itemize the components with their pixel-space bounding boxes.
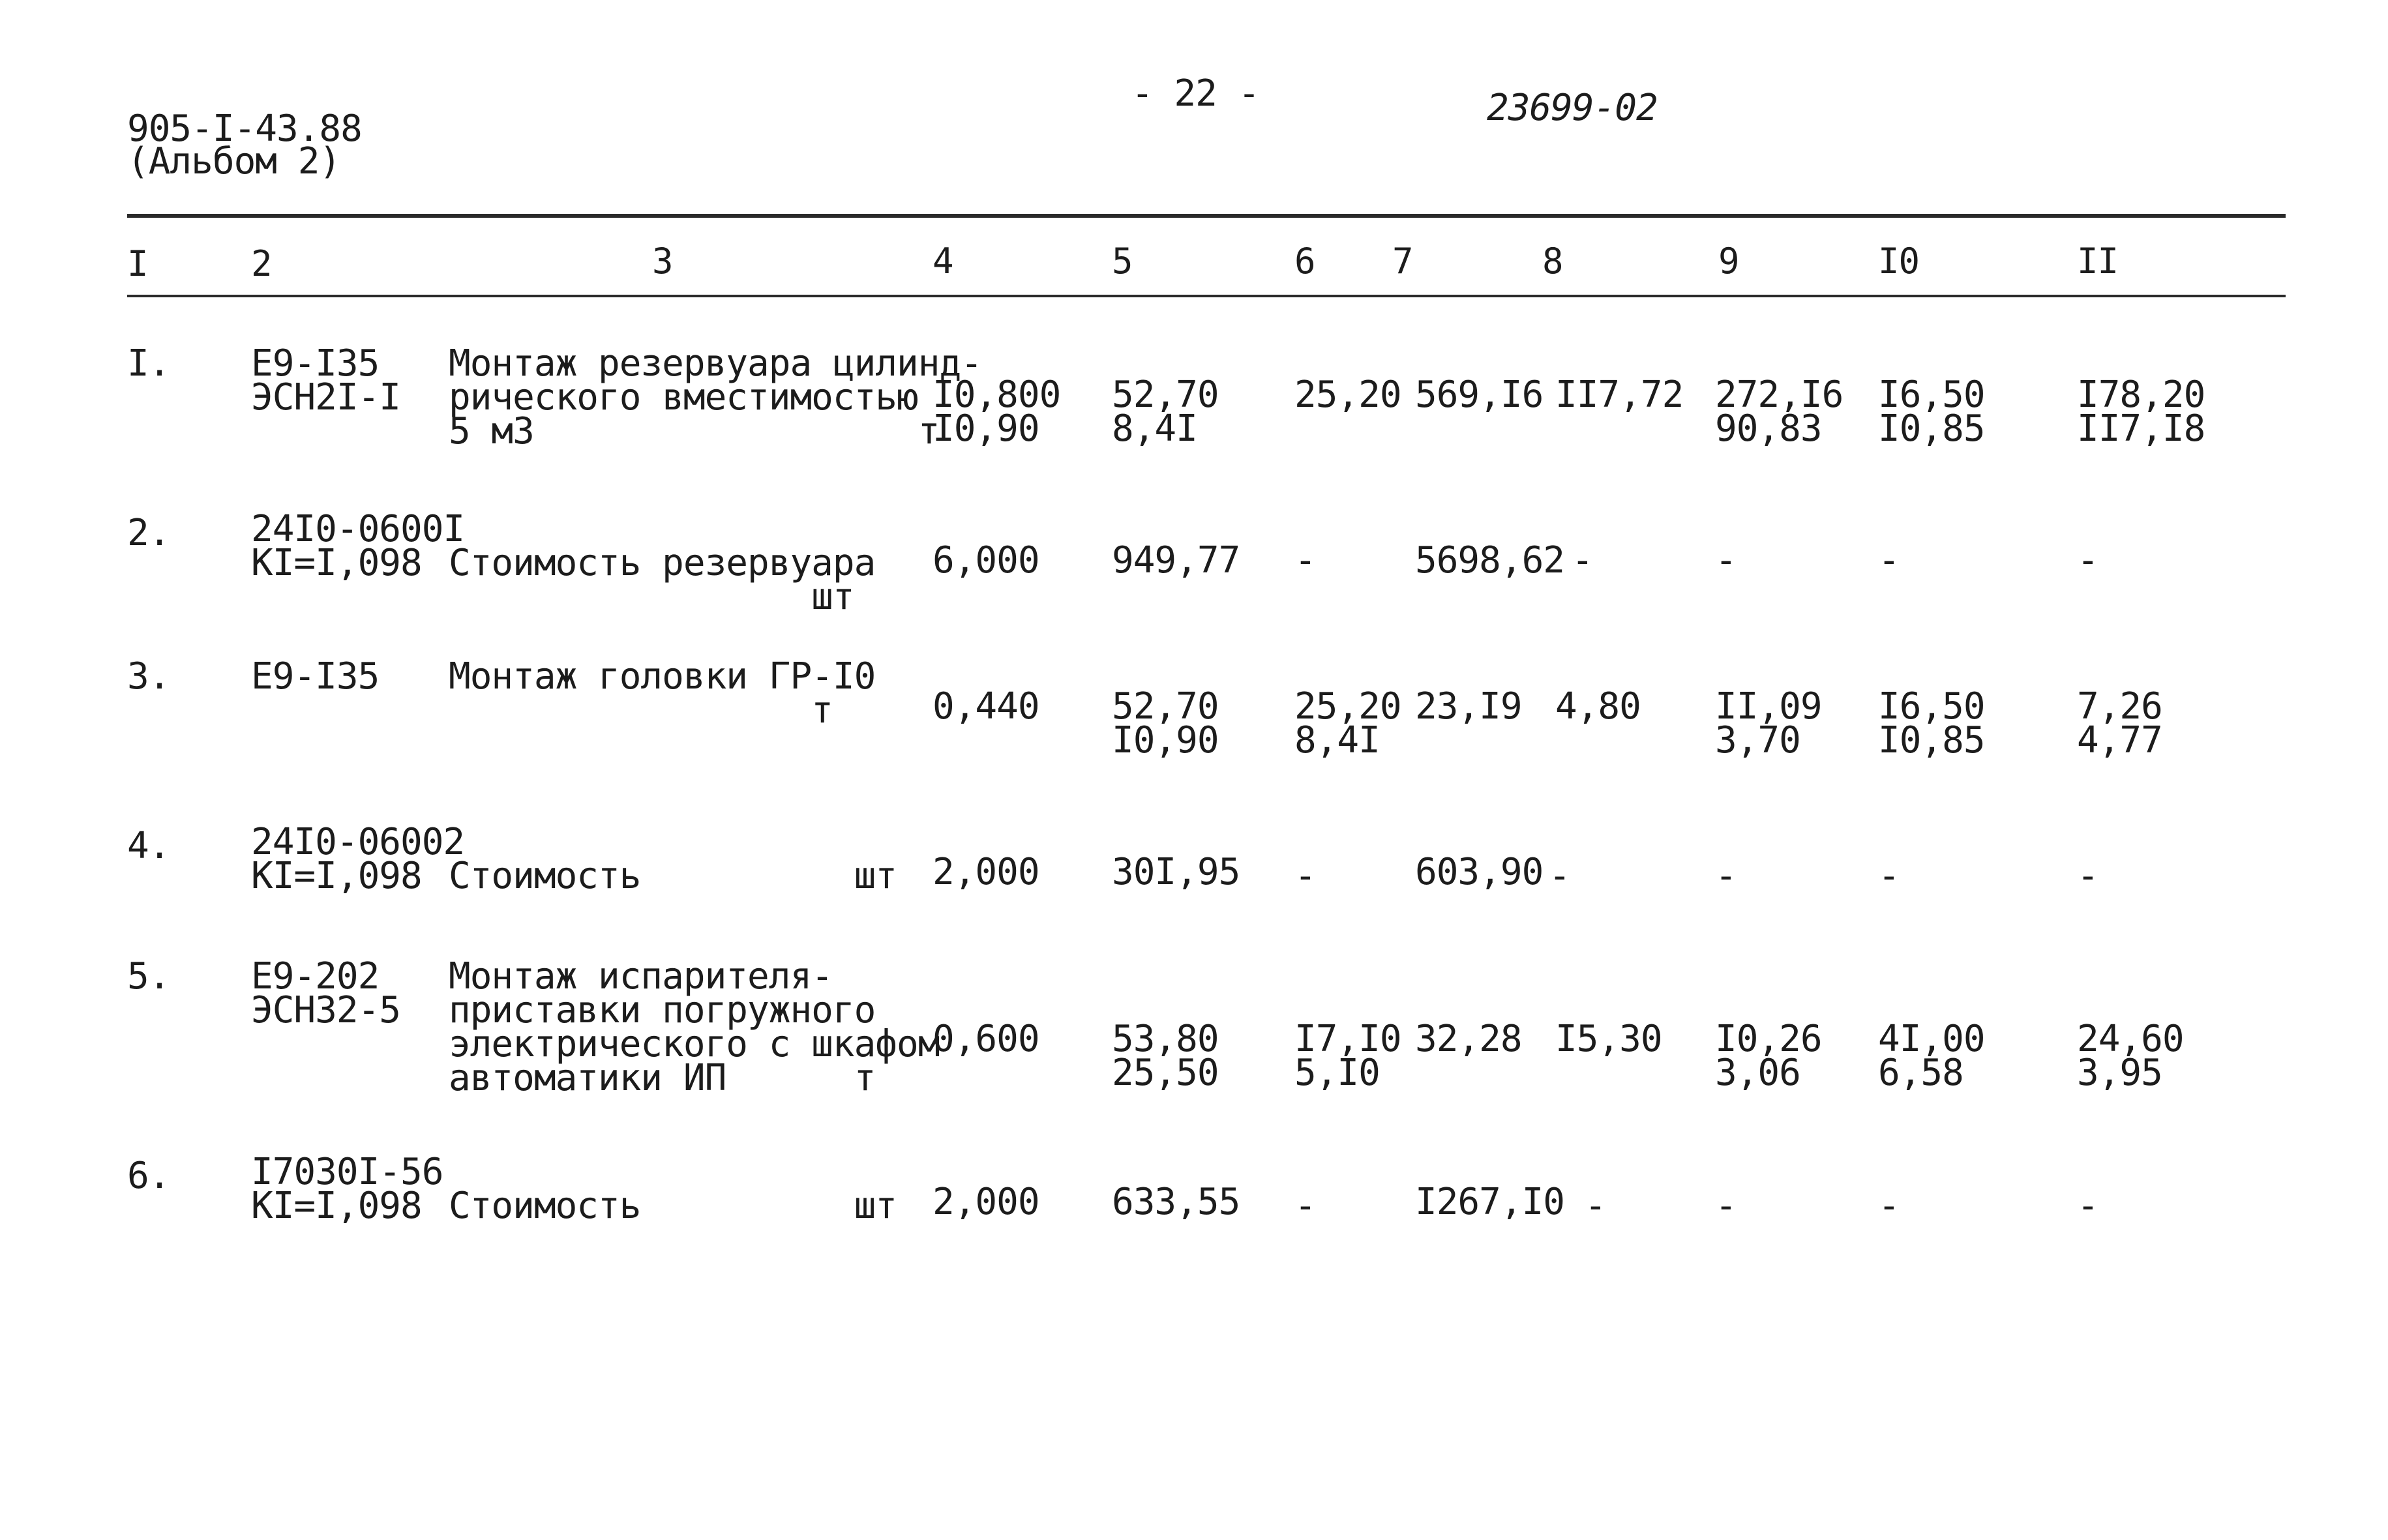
row-col11: - — [2077, 855, 2098, 897]
row-code: 24I0-0600I KI=I,098 — [251, 508, 465, 584]
row-col7: 32,28 — [1415, 1018, 1522, 1060]
row-col9: - — [1715, 539, 1737, 582]
header-bottom-rule — [127, 295, 2286, 297]
row-col8: - — [1572, 539, 1593, 582]
header-top-rule — [127, 214, 2286, 218]
row-col8: - — [1549, 855, 1570, 897]
row-number: 2. — [127, 512, 170, 554]
row-name: Стоимость резервуара шт — [449, 542, 876, 618]
column-header: 7 — [1392, 241, 1413, 282]
row-col7: 5698,62 — [1415, 539, 1565, 582]
row-code: E9-I35 — [251, 655, 380, 698]
row-col5: 53,80 25,50 — [1112, 1018, 1219, 1094]
row-col5: 52,70 I0,90 — [1112, 685, 1219, 762]
row-col6: I7,I0 5,I0 — [1294, 1018, 1401, 1094]
row-qty: 0,600 — [933, 1018, 1039, 1060]
row-qty: 0,440 — [933, 685, 1039, 728]
row-col8: - — [1585, 1185, 1606, 1227]
row-code: E9-I35 ЭСН2I-I — [251, 342, 401, 419]
column-header: I — [127, 243, 148, 284]
archive-number: 23699-02 — [1487, 87, 1658, 129]
row-col6: 25,20 8,4I — [1294, 685, 1401, 762]
row-col7: 569,I6 — [1415, 374, 1544, 416]
row-col8: II7,72 — [1555, 374, 1684, 416]
row-code: 24I0-06002 KI=I,098 — [251, 821, 465, 897]
row-col11: 24,60 3,95 — [2077, 1018, 2184, 1094]
row-col6: - — [1294, 539, 1316, 582]
row-col11: I78,20 II7,I8 — [2077, 374, 2205, 450]
row-number: 5. — [127, 955, 170, 998]
row-col10: I6,50 I0,85 — [1878, 685, 1985, 762]
row-col5: 949,77 — [1112, 539, 1240, 582]
row-col11: - — [2077, 539, 2098, 582]
row-name: Стоимость шт — [449, 855, 897, 897]
row-col11: - — [2077, 1185, 2098, 1227]
album-label: (Альбом 2) — [127, 140, 341, 183]
row-col9: II,09 3,70 — [1715, 685, 1822, 762]
row-col10: I6,50 I0,85 — [1878, 374, 1985, 450]
row-qty: I0,800 I0,90 — [933, 374, 1061, 450]
row-qty: 2,000 — [933, 851, 1039, 893]
row-col10: 4I,00 6,58 — [1878, 1018, 1985, 1094]
row-col10: - — [1878, 539, 1900, 582]
row-col5: 633,55 — [1112, 1181, 1240, 1223]
row-col9: - — [1715, 855, 1737, 897]
column-header: 2 — [251, 243, 272, 284]
row-qty: 2,000 — [933, 1181, 1039, 1223]
row-col7: 23,I9 — [1415, 685, 1522, 728]
row-name: Монтаж испарителя- приставки погружного электрического с шкафом автоматики ИП т — [449, 955, 940, 1099]
column-header: 5 — [1112, 241, 1133, 282]
row-name: Стоимость шт — [449, 1185, 897, 1227]
row-col11: 7,26 4,77 — [2077, 685, 2162, 762]
row-qty: 6,000 — [933, 539, 1039, 582]
row-code: E9-202 ЭСН32-5 — [251, 955, 401, 1031]
row-col5: 30I,95 — [1112, 851, 1240, 893]
column-header: 6 — [1294, 241, 1315, 282]
row-number: 4. — [127, 825, 170, 867]
row-number: 3. — [127, 655, 170, 698]
column-header: II — [2077, 241, 2119, 282]
row-number: 6. — [127, 1155, 170, 1197]
row-col5: 52,70 8,4I — [1112, 374, 1219, 450]
row-code: I7030I-56 KI=I,098 — [251, 1151, 443, 1227]
row-col9: - — [1715, 1185, 1737, 1227]
page-number: - 22 - — [1131, 72, 1260, 115]
column-header: 4 — [933, 241, 953, 282]
row-col9: 272,I6 90,83 — [1715, 374, 1843, 450]
row-col8: I5,30 — [1555, 1018, 1662, 1060]
row-col6: 25,20 — [1294, 374, 1401, 416]
doc-code: 905-I-43.88 — [127, 108, 362, 150]
row-col8: 4,80 — [1555, 685, 1641, 728]
row-col10: - — [1878, 1185, 1900, 1227]
row-col10: - — [1878, 855, 1900, 897]
row-col6: - — [1294, 1185, 1316, 1227]
column-header: I0 — [1878, 241, 1920, 282]
row-number: I. — [127, 342, 170, 385]
row-col7: I267,I0 — [1415, 1181, 1565, 1223]
row-col6: - — [1294, 855, 1316, 897]
row-name: Монтаж головки ГР-I0 т — [449, 655, 876, 732]
column-header: 8 — [1542, 241, 1563, 282]
column-header: 9 — [1718, 241, 1739, 282]
row-col7: 603,90 — [1415, 851, 1544, 893]
column-header: 3 — [652, 241, 673, 282]
row-name: Монтаж резервуара цилинд- рического вместимостью 5 м3 т — [449, 342, 982, 452]
row-col9: I0,26 3,06 — [1715, 1018, 1822, 1094]
